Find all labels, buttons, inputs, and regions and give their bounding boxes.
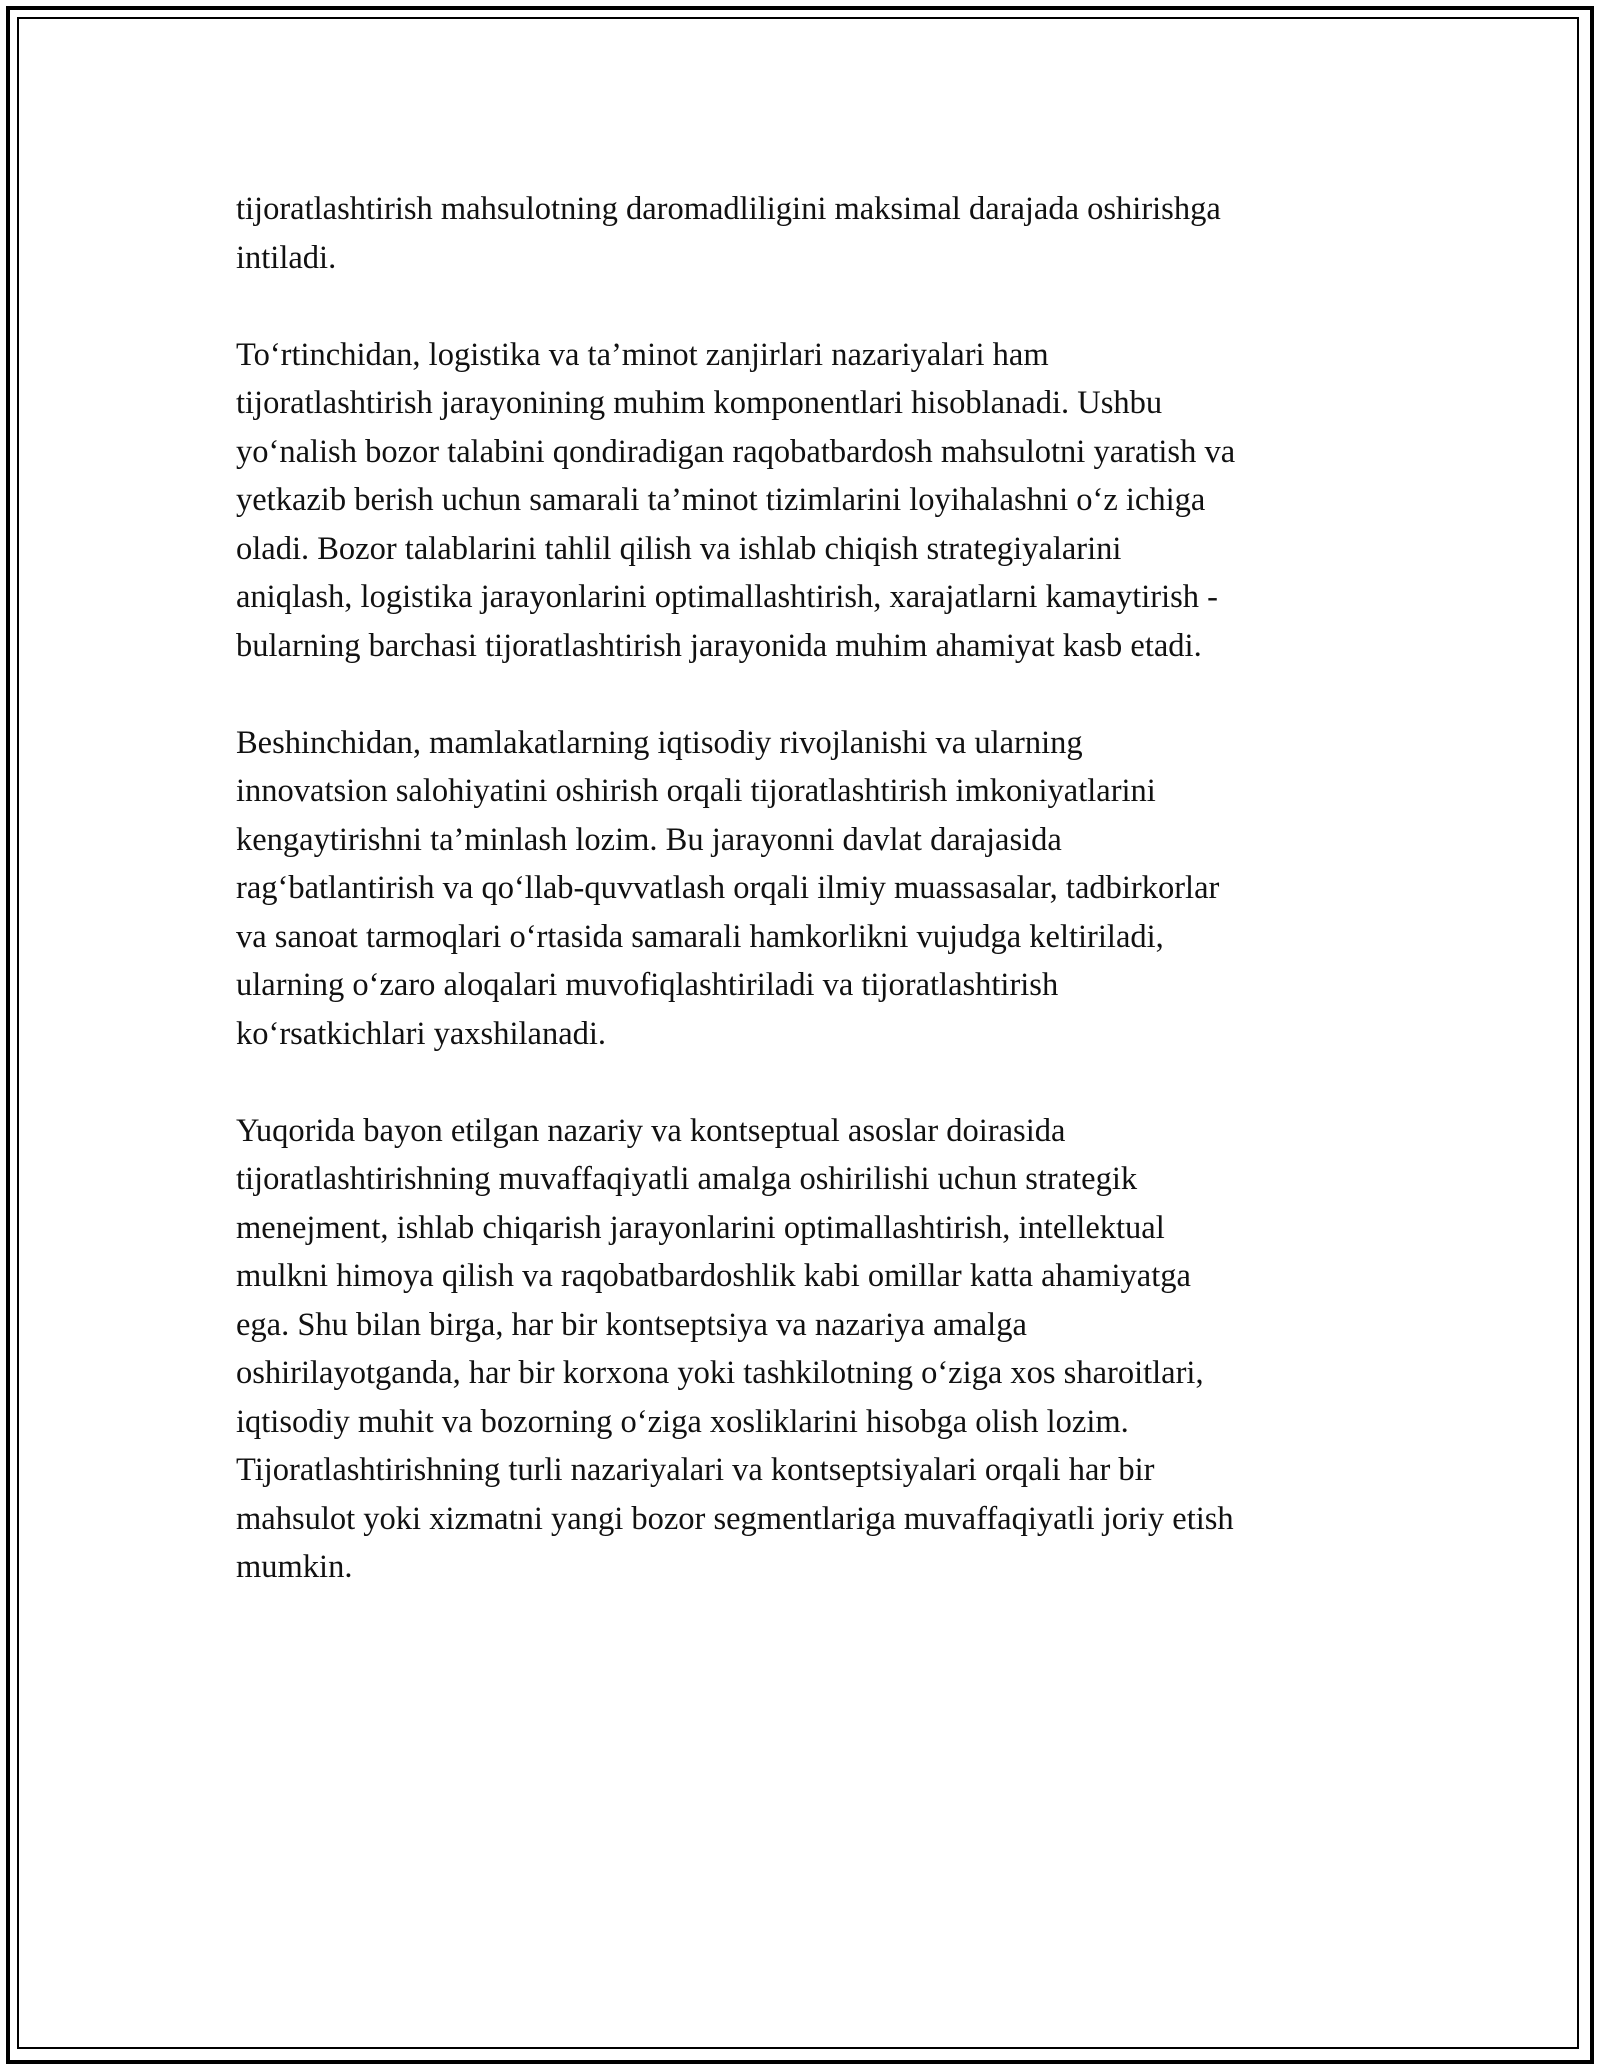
- text-line: Tijoratlashtirishning turli nazariyalari va kontseptsiyalari orqali har bir: [236, 1452, 1155, 1488]
- text-line: To‘rtinchidan, logistika va ta’minot zanjirlari nazariyalari ham: [236, 336, 1049, 373]
- text-line: mahsulot yoki xizmatni yangi bozor segmentlariga muvaffaqiyatli joriy etish: [236, 1500, 1234, 1537]
- text-line: menejment, ishlab chiqarish jarayonlarini optimallashtirish, intellektual: [236, 1209, 1165, 1246]
- text-line: va sanoat tarmoqlari o‘rtasida samarali hamkorlikni vujudga keltiriladi,: [236, 918, 1164, 955]
- document-body: [236, 185, 1386, 1592]
- text-line: Beshinchidan, mamlakatlarning iqtisodiy rivojlanishi va ularning: [236, 724, 1083, 761]
- text-line: ega. Shu bilan birga, har bir kontseptsiya va nazariya amalga: [236, 1306, 1027, 1343]
- text-line: tijoratlashtirish mahsulotning daromadliligini maksimal darajada oshirishga: [236, 191, 1221, 227]
- text-line: oshirilayotganda, har bir korxona yoki tashkilotning o‘ziga xos sharoitlari,: [236, 1355, 1204, 1391]
- text-line: tijoratlashtirish jarayonining muhim komponentlari hisoblanadi. Ushbu: [236, 385, 1163, 421]
- paragraph-4: [236, 1107, 1386, 1592]
- text-line: aniqlash, logistika jarayonlarini optimallashtirish, xarajatlarni kamaytirish -: [236, 579, 1218, 615]
- text-line: Yuqorida bayon etilgan nazariy va kontseptual asoslar doirasida: [236, 1112, 1066, 1149]
- text-line: intiladi.: [236, 239, 337, 276]
- text-line: yo‘nalish bozor talabini qondiradigan raqobatbardosh mahsulotni yaratish va: [236, 433, 1236, 470]
- text-line: mulkni himoya qilish va raqobatbardoshlik kabi omillar katta ahamiyatga: [236, 1258, 1191, 1294]
- text-line: ko‘rsatkichlari yaxshilanadi.: [236, 1015, 607, 1052]
- paragraph-3: [236, 719, 1386, 1059]
- paragraph-2: [236, 331, 1386, 671]
- text-line: bularning barchasi tijoratlashtirish jarayonida muhim ahamiyat kasb etadi.: [236, 627, 1202, 664]
- text-line: innovatsion salohiyatini oshirish orqali tijoratlashtirish imkoniyatlarini: [236, 773, 1156, 809]
- text-line: kengaytirishni ta’minlash lozim. Bu jarayonni davlat darajasida: [236, 821, 1062, 858]
- text-line: rag‘batlantirish va qo‘llab-quvvatlash orqali ilmiy muassasalar, tadbirkorlar: [236, 870, 1220, 906]
- text-line: tijoratlashtirishning muvaffaqiyatli amalga oshirilishi uchun strategik: [236, 1161, 1138, 1197]
- text-line: ularning o‘zaro aloqalari muvofiqlashtiriladi va tijoratlashtirish: [236, 967, 1059, 1003]
- text-line: yetkazib berish uchun samarali ta’minot tizimlarini loyihalashni o‘z ichiga: [236, 482, 1206, 518]
- text-line: mumkin.: [236, 1549, 353, 1585]
- paragraph-1: [236, 185, 1386, 282]
- text-line: iqtisodiy muhit va bozorning o‘ziga xosliklarini hisobga olish lozim.: [236, 1403, 1129, 1440]
- text-line: oladi. Bozor talablarini tahlil qilish va ishlab chiqish strategiyalarini: [236, 530, 1122, 567]
